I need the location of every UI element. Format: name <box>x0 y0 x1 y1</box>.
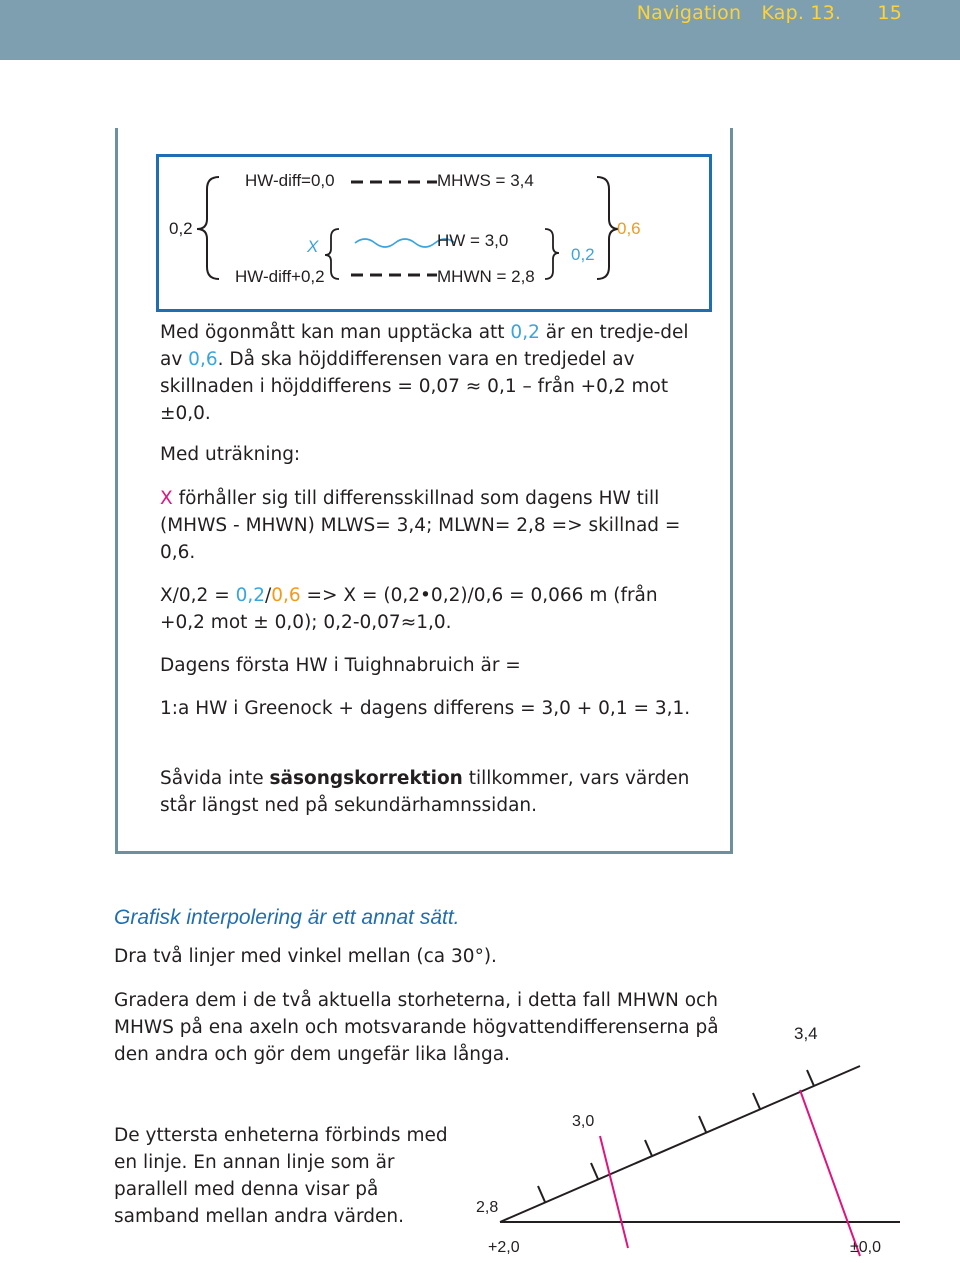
box-paragraph-7: Såvida inte säsongskorrektion tillkommer, vars värden står längst ned på sekundärhamnssidan. <box>160 768 690 816</box>
x-label: X <box>307 237 319 256</box>
hw-diff-bottom: HW-diff+0,2 <box>235 267 325 286</box>
header-chapter: Kap. 13. <box>761 2 842 24</box>
box-paragraph-5: Dagens första HW i Tuighnabruich är = <box>160 655 521 676</box>
box-paragraph-6: 1:a HW i Greenock + dagens differens = 3,0 + 0,1 = 3,1. <box>160 698 691 719</box>
hw-label: HW = 3,0 <box>437 231 509 250</box>
label-30: 3,0 <box>572 1113 595 1130</box>
right-brace-icon <box>597 177 619 279</box>
left-brace-icon <box>197 177 219 279</box>
page-header <box>0 0 960 60</box>
header-text <box>623 2 902 24</box>
parallel-line <box>600 1136 628 1248</box>
label-pm00: ±0,0 <box>850 1239 882 1256</box>
inner-right-value: 0,2 <box>571 245 595 264</box>
tick <box>807 1070 814 1086</box>
box-paragraph-4: X/0,2 = 0,2/0,6 => X = (0,2•0,2)/0,6 = 0,066 m (från +0,2 mot ± 0,0); 0,2-0,07≈1,0. <box>160 585 658 633</box>
diagonal-axis <box>500 1066 860 1222</box>
hw-diff-top: HW-diff=0,0 <box>245 171 335 190</box>
header-page-number: 15 <box>877 2 902 24</box>
left-value: 0,2 <box>169 219 193 238</box>
interpolation-graph <box>470 1060 950 1260</box>
mhws-label: MHWS = 3,4 <box>437 171 534 190</box>
tick <box>591 1163 598 1179</box>
box-paragraph-2: Med uträkning: <box>160 444 301 465</box>
tick <box>538 1186 545 1202</box>
tide-diagram <box>156 154 712 312</box>
label-28: 2,8 <box>476 1199 499 1216</box>
mhwn-label: MHWN = 2,8 <box>437 267 535 286</box>
box-paragraph-1: Med ögonmått kan man upptäcka att 0,2 är en tredje-del av 0,6. Då ska höjddifferensen vara en tredjedel av skillnaden i höjddifferens = 0,07 ≈ 0,1 – från +0,2 mot ±0,0. <box>160 322 689 424</box>
tick <box>753 1093 760 1109</box>
lower-paragraph-2: Gradera dem i de två aktuella storheterna, i detta fall MHWN och MHWS på ena axeln och motsvarande högvattendifferenserna på den andra och gör dem ungefär lika långa. <box>114 990 719 1065</box>
label-plus20: +2,0 <box>488 1239 520 1256</box>
connecting-line <box>800 1090 860 1256</box>
tick <box>699 1116 706 1132</box>
box-paragraph-3: X förhåller sig till differensskillnad som dagens HW till (MHWS - MHWN) MLWS= 3,4; MLWN= 2,8 => skillnad = 0,6. <box>160 488 681 563</box>
lower-paragraph-1: Dra två linjer med vinkel mellan (ca 30°). <box>114 946 497 967</box>
outer-right-value: 0,6 <box>617 219 641 238</box>
small-right-brace-icon <box>545 229 559 279</box>
tick <box>645 1140 652 1156</box>
subheading: Grafisk interpolering är ett annat sätt. <box>114 906 460 929</box>
label-34-text: 3,4 <box>794 1024 818 1043</box>
lower-paragraph-3: De yttersta enheterna förbinds med en linje. En annan linje som är parallell med denna visar på samband mellan andra värden. <box>114 1125 448 1227</box>
small-left-brace-icon <box>325 229 339 279</box>
header-section: Navigation <box>636 2 742 24</box>
